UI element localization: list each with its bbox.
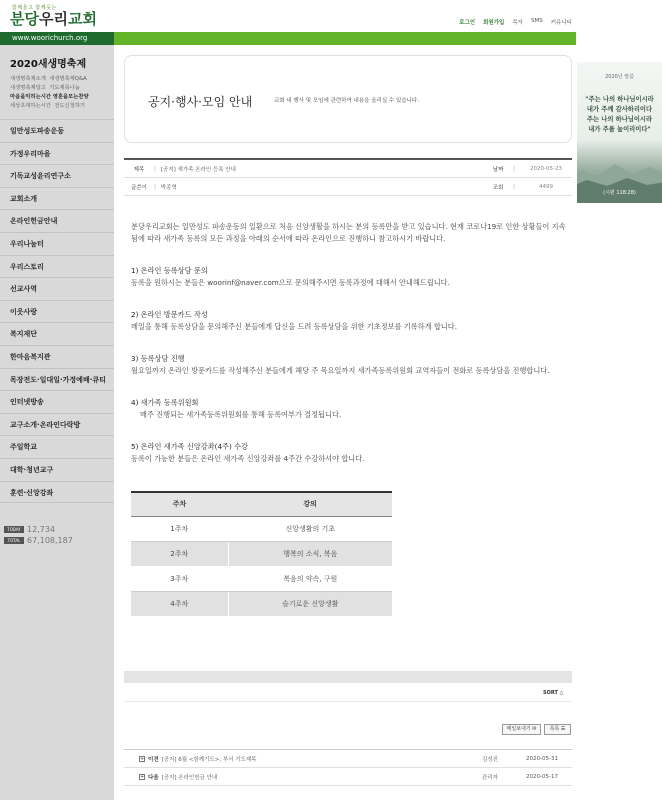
section-2 <box>131 309 566 333</box>
section-heading: 5) 온라인 새가족 신앙강좌(4주) 수강 <box>131 442 248 451</box>
prev-post-author: 김성진 <box>482 756 498 763</box>
week-cell: 2주차 <box>131 541 228 566</box>
prev-label: 이전 <box>148 756 159 763</box>
promo-link[interactable]: 새생명축제Q&A <box>49 76 87 82</box>
post-author-row: 글쓴이 | 박종혁 조회 | 4499 <box>124 178 572 196</box>
moksa-link[interactable]: 목자 <box>512 20 523 26</box>
week-cell: 3주차 <box>131 566 228 591</box>
intro-paragraph: 분당우리교회는 일만성도 파송운동의 일환으로 처음 신앙생활을 하시는 분의 등록만을 받고 있습니다. 현재 코로나19로 인한 상황들이 지속됨에 따라 새가족 등록의 모든 과정을 아래의 순서에 따라 온라인으로 진행하니 참고하시기 바랍니다. <box>131 222 566 243</box>
total-count: 67,108,187 <box>27 536 73 545</box>
section-text: 등록을 원하시는 분들은 woorinf@naver.com으로 문의해주시면 등록과정에 대해서 안내해드립니다. <box>131 278 450 287</box>
author-label: 글쓴이 <box>131 184 147 191</box>
prev-post-date: 2020-05-31 <box>526 755 558 762</box>
post-title-row: 제목 | [공지] 새가족 온라인 등록 안내 날짜 | 2020-05-23 <box>124 160 572 178</box>
promo-link[interactable]: 기도제목나눔 <box>49 85 80 91</box>
sidebar-item-sunday-school[interactable]: 주일학교 <box>0 435 114 458</box>
section-text: 메일을 통해 등록상담을 문의해주신 분들에게 답신을 드려 등록상담을 위한 기초정보를 기록하게 합니다. <box>131 322 457 331</box>
sidebar-item-training[interactable]: 훈련·신앙강좌 <box>0 481 114 504</box>
views-label: 조회 <box>492 184 504 191</box>
sms-link[interactable]: SMS <box>531 18 543 24</box>
banner-reference: (시편 118:28) <box>603 190 636 196</box>
section-heading: 3) 등록상담 진행 <box>131 354 185 363</box>
sidebar-item-missions[interactable]: 선교사역 <box>0 277 114 300</box>
sidebar-item-broadcast[interactable]: 인터넷방송 <box>0 390 114 413</box>
promo-link[interactable]: 영혼을모는찬양 <box>52 94 89 100</box>
top-nav <box>459 18 572 26</box>
promo-box <box>0 45 114 119</box>
next-label: 다음 <box>148 774 159 781</box>
promo-link[interactable]: 전도신청하기 <box>54 103 86 109</box>
divider <box>124 701 572 702</box>
lecture-cell: 슬기로운 신앙생활 <box>228 591 392 616</box>
community-link[interactable]: 커뮤니티 <box>550 20 572 26</box>
green-nav-bar <box>0 32 576 45</box>
next-post-date: 2020-05-17 <box>526 773 558 780</box>
sidebar-item-welfare-center[interactable]: 한마음복지관 <box>0 345 114 368</box>
promo-link[interactable]: 새생명축제달고 <box>10 85 46 91</box>
title-label: 제목 <box>133 166 145 173</box>
send-mail-button[interactable]: 메일보내기 ✉ <box>502 724 541 735</box>
section-4 <box>131 397 566 421</box>
sidebar-item-district[interactable]: 교구소개·온라인다락방 <box>0 413 114 436</box>
prev-next-list <box>124 749 572 786</box>
post-info-table <box>124 158 572 196</box>
sidebar <box>0 45 114 800</box>
post-title: [공지] 새가족 온라인 등록 안내 <box>160 166 236 173</box>
sort-button[interactable]: SORT △ <box>543 690 564 696</box>
post-date: 2020-05-23 <box>530 165 562 172</box>
table-row <box>131 516 392 541</box>
table-header-lecture: 강의 <box>228 492 392 516</box>
week-cell: 4주차 <box>131 591 228 616</box>
next-post-title[interactable]: [공지] 온라인헌금 안내 <box>161 774 218 781</box>
section-text: 매주 진행되는 새가족등록위원회를 통해 등록여부가 결정됩니다. <box>140 410 342 419</box>
today-count: 12,734 <box>27 525 55 534</box>
login-link[interactable]: 로그인 <box>459 20 476 26</box>
sidebar-item-story[interactable]: 우리스토리 <box>0 255 114 278</box>
section-3 <box>131 353 566 377</box>
sidebar-item-neighbor[interactable]: 이웃사랑 <box>0 300 114 323</box>
post-body <box>124 221 572 465</box>
page-header-box <box>124 55 572 143</box>
banner-verse: "주는 나의 하나님이시라 내가 주께 감사하리이다 주는 나의 하나님이시라 내가 주를 높이리이다" <box>585 96 654 133</box>
main-content <box>124 55 572 617</box>
visitor-counter <box>4 525 73 547</box>
plus-icon: + <box>140 773 145 780</box>
plus-icon: + <box>140 755 145 762</box>
lecture-cell: 복음의 약속, 구원 <box>228 566 392 591</box>
sidebar-item-offering[interactable]: 온라인헌금안내 <box>0 209 114 232</box>
verse-banner[interactable] <box>577 62 662 203</box>
banner-year: 2020년 말씀 <box>605 74 634 80</box>
sidebar-item-village[interactable]: 가정우리마을 <box>0 142 114 165</box>
prev-post-row[interactable] <box>124 750 572 768</box>
site-logo[interactable] <box>10 4 97 27</box>
site-header <box>0 0 576 32</box>
section-text: 월요일까지 온라인 방문카드를 작성해주신 분들에게 해당 주 목요일까지 새가족등록위원회 교역자들이 전화로 등록상담을 진행합니다. <box>131 366 550 375</box>
sidebar-item-welfare[interactable]: 복지재단 <box>0 322 114 345</box>
logo-name: 분당우리교회 <box>10 10 97 28</box>
sidebar-item-cell[interactable]: 목장전도·일대일·가정예배·큐티 <box>0 368 114 391</box>
next-post-row[interactable] <box>124 768 572 786</box>
next-post-author: 관리자 <box>482 774 498 781</box>
lecture-cell: 신앙생활의 기초 <box>228 516 392 541</box>
week-cell: 1주차 <box>131 516 228 541</box>
today-label: TODAY <box>4 526 24 533</box>
post-views: 4499 <box>539 183 553 190</box>
signup-link[interactable]: 회원가입 <box>483 20 505 26</box>
promo-links <box>10 75 106 111</box>
total-label: TOTAL <box>4 537 24 544</box>
prev-post-title[interactable]: [공지] 6월 <함께기도>, 부서 기도제목 <box>161 756 257 763</box>
table-row <box>131 566 392 591</box>
mountain-illustration <box>577 158 662 203</box>
section-5 <box>131 441 566 465</box>
section-heading: 2) 온라인 방문카드 작성 <box>131 310 208 319</box>
sidebar-item-mission[interactable]: 일만성도파송운동 <box>0 119 114 142</box>
list-button[interactable]: 목록 ☰ <box>544 724 571 735</box>
promo-link[interactable]: 세상초대하는시간 <box>10 103 51 109</box>
section-1 <box>131 265 566 289</box>
comment-bar <box>124 671 572 683</box>
site-url[interactable]: www.woorichurch.org <box>0 32 114 45</box>
date-label: 날짜 <box>492 166 504 173</box>
page-description: 교회 내 행사 및 모임에 관련하여 내용을 올리실 수 있습니다. <box>274 98 419 104</box>
promo-link[interactable]: 새생명축제소개 <box>10 76 46 82</box>
post-author: 박종혁 <box>160 184 177 191</box>
course-table <box>131 491 392 617</box>
table-header-week: 주차 <box>131 492 228 516</box>
sidebar-item-youth[interactable]: 대학·청년교구 <box>0 458 114 481</box>
section-heading: 1) 온라인 등록상담 문의 <box>131 266 208 275</box>
table-row <box>131 591 392 616</box>
logo-tagline: 함께울고 함께웃는 <box>12 5 57 11</box>
sidebar-item-about[interactable]: 교회소개 <box>0 187 114 210</box>
promo-link[interactable]: 마음을익히는시간 <box>10 94 51 100</box>
sidebar-item-ethics[interactable]: 기독교성윤리연구소 <box>0 164 114 187</box>
sidebar-item-sharing[interactable]: 우리나눔터 <box>0 232 114 255</box>
section-heading: 4) 새가족 등록위원회 <box>131 398 199 407</box>
lecture-cell: 행복의 소식, 복음 <box>228 541 392 566</box>
table-row <box>131 541 392 566</box>
section-text: 등록이 가능한 분들은 온라인 새가족 신앙강좌를 4주간 수강하셔야 합니다. <box>131 454 365 463</box>
promo-title[interactable]: 2020새생명축제 <box>10 59 87 70</box>
page-title: 공지·행사·모임 안내 <box>148 95 253 109</box>
